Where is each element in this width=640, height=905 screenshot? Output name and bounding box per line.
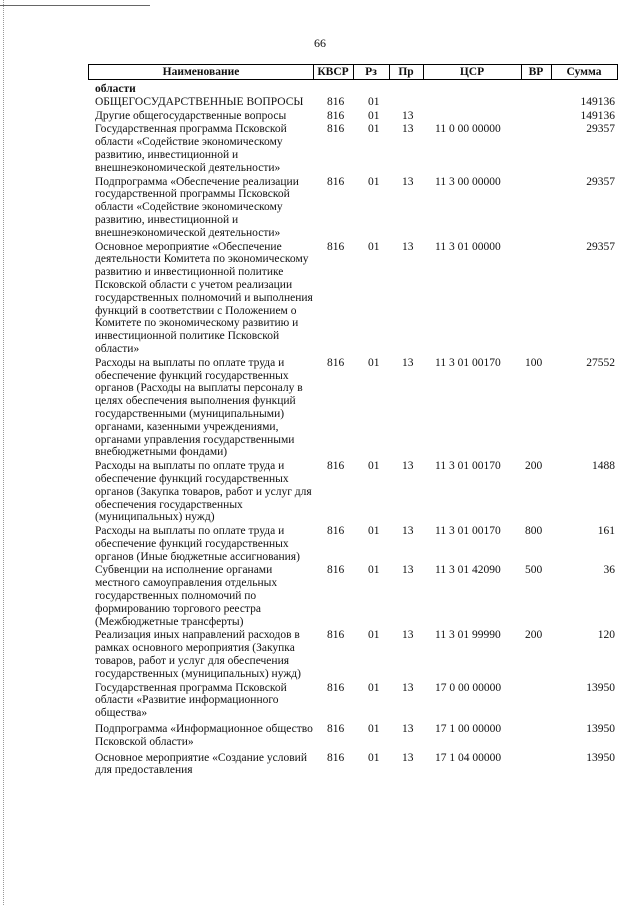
row-pr: 13 bbox=[402, 681, 414, 694]
row-rz: 01 bbox=[368, 109, 380, 122]
table-row bbox=[95, 241, 615, 356]
row-sum: 149136 bbox=[580, 95, 615, 108]
row-pr: 13 bbox=[402, 564, 414, 577]
row-rz: 01 bbox=[368, 123, 380, 136]
row-pr: 13 bbox=[402, 175, 414, 188]
row-pr: 13 bbox=[402, 460, 414, 473]
row-kvsr: 816 bbox=[327, 629, 345, 642]
table-row bbox=[95, 123, 615, 174]
row-sum: 13950 bbox=[586, 751, 615, 764]
row-csr: 17 1 00 00000 bbox=[435, 723, 502, 736]
row-rz: 01 bbox=[368, 460, 380, 473]
row-rz: 01 bbox=[368, 564, 380, 577]
header-kvsr: КВСР bbox=[317, 66, 349, 78]
header-vr: ВР bbox=[528, 66, 544, 78]
row-vr: 200 bbox=[525, 460, 543, 473]
row-sum: 13950 bbox=[586, 681, 615, 694]
row-kvsr: 816 bbox=[327, 109, 345, 122]
row-csr: 17 0 00 00000 bbox=[435, 681, 502, 694]
table-row bbox=[95, 83, 615, 96]
row-kvsr: 816 bbox=[327, 240, 345, 253]
row-name: Расходы на выплаты по оплате труда и обеспечение функций государственных органов (Иные бюджетные ассигнования) bbox=[95, 525, 300, 563]
row-pr: 13 bbox=[402, 751, 414, 764]
row-pr: 13 bbox=[402, 356, 414, 369]
top-rule bbox=[0, 5, 150, 6]
row-pr: 13 bbox=[402, 123, 414, 136]
table-row bbox=[95, 723, 615, 749]
row-name: Реализация иных направлений расходов в рамках основного мероприятия (Закупка товаров, работ и услуг для обеспечения государственных (муниципальных) нужд) bbox=[95, 629, 301, 680]
row-name: ОБЩЕГОСУДАРСТВЕННЫЕ ВОПРОСЫ bbox=[95, 95, 304, 108]
row-pr: 13 bbox=[402, 723, 414, 736]
row-csr: 11 3 00 00000 bbox=[435, 175, 501, 188]
table-row bbox=[95, 110, 615, 123]
row-name: Другие общегосударственные вопросы bbox=[95, 109, 287, 122]
row-name: Государственная программа Псковской области «Развитие информационного общества» bbox=[95, 681, 287, 720]
table-header bbox=[88, 64, 618, 80]
table-row bbox=[95, 564, 615, 628]
row-sum: 36 bbox=[603, 564, 615, 577]
row-sum: 13950 bbox=[586, 723, 615, 736]
row-csr: 11 3 01 00170 bbox=[435, 525, 501, 538]
row-rz: 01 bbox=[368, 356, 380, 369]
row-pr: 13 bbox=[402, 629, 414, 642]
row-pr: 13 bbox=[402, 240, 414, 253]
row-kvsr: 816 bbox=[327, 123, 345, 136]
row-sum: 1488 bbox=[592, 460, 615, 473]
row-kvsr: 816 bbox=[327, 356, 345, 369]
row-vr: 800 bbox=[525, 525, 543, 538]
row-name: области bbox=[95, 83, 136, 95]
table-row bbox=[95, 629, 615, 680]
row-vr: 200 bbox=[525, 629, 543, 642]
row-name: Государственная программа Псковской области «Содействие экономическому развитию, инвестиционной и внешнеэкономической деятельности» bbox=[95, 123, 287, 174]
row-rz: 01 bbox=[368, 175, 380, 188]
page-number: 66 bbox=[314, 36, 326, 50]
table-row bbox=[95, 525, 615, 563]
row-vr: 500 bbox=[525, 564, 543, 577]
row-csr: 11 3 01 00170 bbox=[435, 460, 501, 473]
table-row bbox=[95, 176, 615, 240]
row-kvsr: 816 bbox=[327, 460, 345, 473]
row-kvsr: 816 bbox=[327, 723, 345, 736]
row-kvsr: 816 bbox=[327, 751, 345, 764]
row-name: Подпрограмма «Информационное общество Псковской области» bbox=[95, 723, 313, 748]
row-sum: 149136 bbox=[580, 109, 615, 122]
header-rz: Рз bbox=[365, 66, 377, 78]
row-kvsr: 816 bbox=[327, 525, 345, 538]
row-rz: 01 bbox=[368, 723, 380, 736]
row-sum: 120 bbox=[597, 629, 615, 642]
row-csr: 11 3 01 00170 bbox=[435, 356, 501, 369]
table-row bbox=[95, 96, 615, 109]
row-name: Расходы на выплаты по оплате труда и обеспечение функций государственных органов (Закупка товаров, работ и услуг для обеспечения государственных (муниципальных) нужд) bbox=[95, 460, 312, 524]
row-sum: 29357 bbox=[586, 240, 615, 253]
row-rz: 01 bbox=[368, 525, 380, 538]
table-body bbox=[95, 83, 615, 777]
row-name: Расходы на выплаты по оплате труда и обеспечение функций государственных органов (Расходы на выплаты персоналу в целях обеспечения выполнения функций государственными (муниципальными) органами, казенными учреждениями, органами управления государственными внебюджетными фондами) bbox=[95, 356, 303, 459]
row-rz: 01 bbox=[368, 681, 380, 694]
row-csr: 11 0 00 00000 bbox=[435, 123, 501, 136]
row-csr: 17 1 04 00000 bbox=[435, 751, 502, 764]
row-kvsr: 816 bbox=[327, 95, 345, 108]
row-sum: 27552 bbox=[586, 356, 615, 369]
row-sum: 29357 bbox=[586, 123, 615, 136]
row-kvsr: 816 bbox=[327, 681, 345, 694]
row-kvsr: 816 bbox=[327, 564, 345, 577]
row-csr: 11 3 01 00000 bbox=[435, 240, 501, 253]
header-sum: Сумма bbox=[566, 66, 602, 78]
row-rz: 01 bbox=[368, 240, 380, 253]
row-name: Основное мероприятие «Обеспечение деятельности Комитета по экономическому развитию и инвестиционной политике Псковской области с учетом реализации государственных полномочий и выполнения функций в соответствии с Положением о Комитете по экономическому развитию и инвестиционной политике Псковской области» bbox=[95, 240, 313, 355]
table-row bbox=[95, 357, 615, 459]
table-row bbox=[95, 682, 615, 720]
header-name: Наименование bbox=[162, 66, 240, 78]
row-csr: 11 3 01 99990 bbox=[435, 629, 501, 642]
table-row bbox=[95, 752, 615, 778]
row-sum: 29357 bbox=[586, 175, 615, 188]
header-csr: ЦСР bbox=[459, 66, 485, 78]
row-vr: 100 bbox=[525, 356, 543, 369]
header-pr: Пр bbox=[398, 66, 414, 78]
row-kvsr: 816 bbox=[327, 175, 345, 188]
row-rz: 01 bbox=[368, 629, 380, 642]
table-row bbox=[95, 460, 615, 524]
row-pr: 13 bbox=[402, 525, 414, 538]
row-name: Субвенции на исполнение органами местного самоуправления отдельных государственных полномочий по формированию торгового реестра (Межбюджетные трансферты) bbox=[95, 564, 278, 628]
row-rz: 01 bbox=[368, 751, 380, 764]
scan-edge bbox=[3, 0, 4, 905]
row-pr: 13 bbox=[402, 109, 414, 122]
row-sum: 161 bbox=[597, 525, 615, 538]
row-csr: 11 3 01 42090 bbox=[435, 564, 501, 577]
row-name: Подпрограмма «Обеспечение реализации государственной программы Псковской области «Содействие экономическому развитию, инвестиционной и внешнеэкономической деятельности» bbox=[95, 175, 299, 239]
row-rz: 01 bbox=[368, 95, 380, 108]
row-name: Основное мероприятие «Создание условий для предоставления bbox=[95, 751, 307, 777]
